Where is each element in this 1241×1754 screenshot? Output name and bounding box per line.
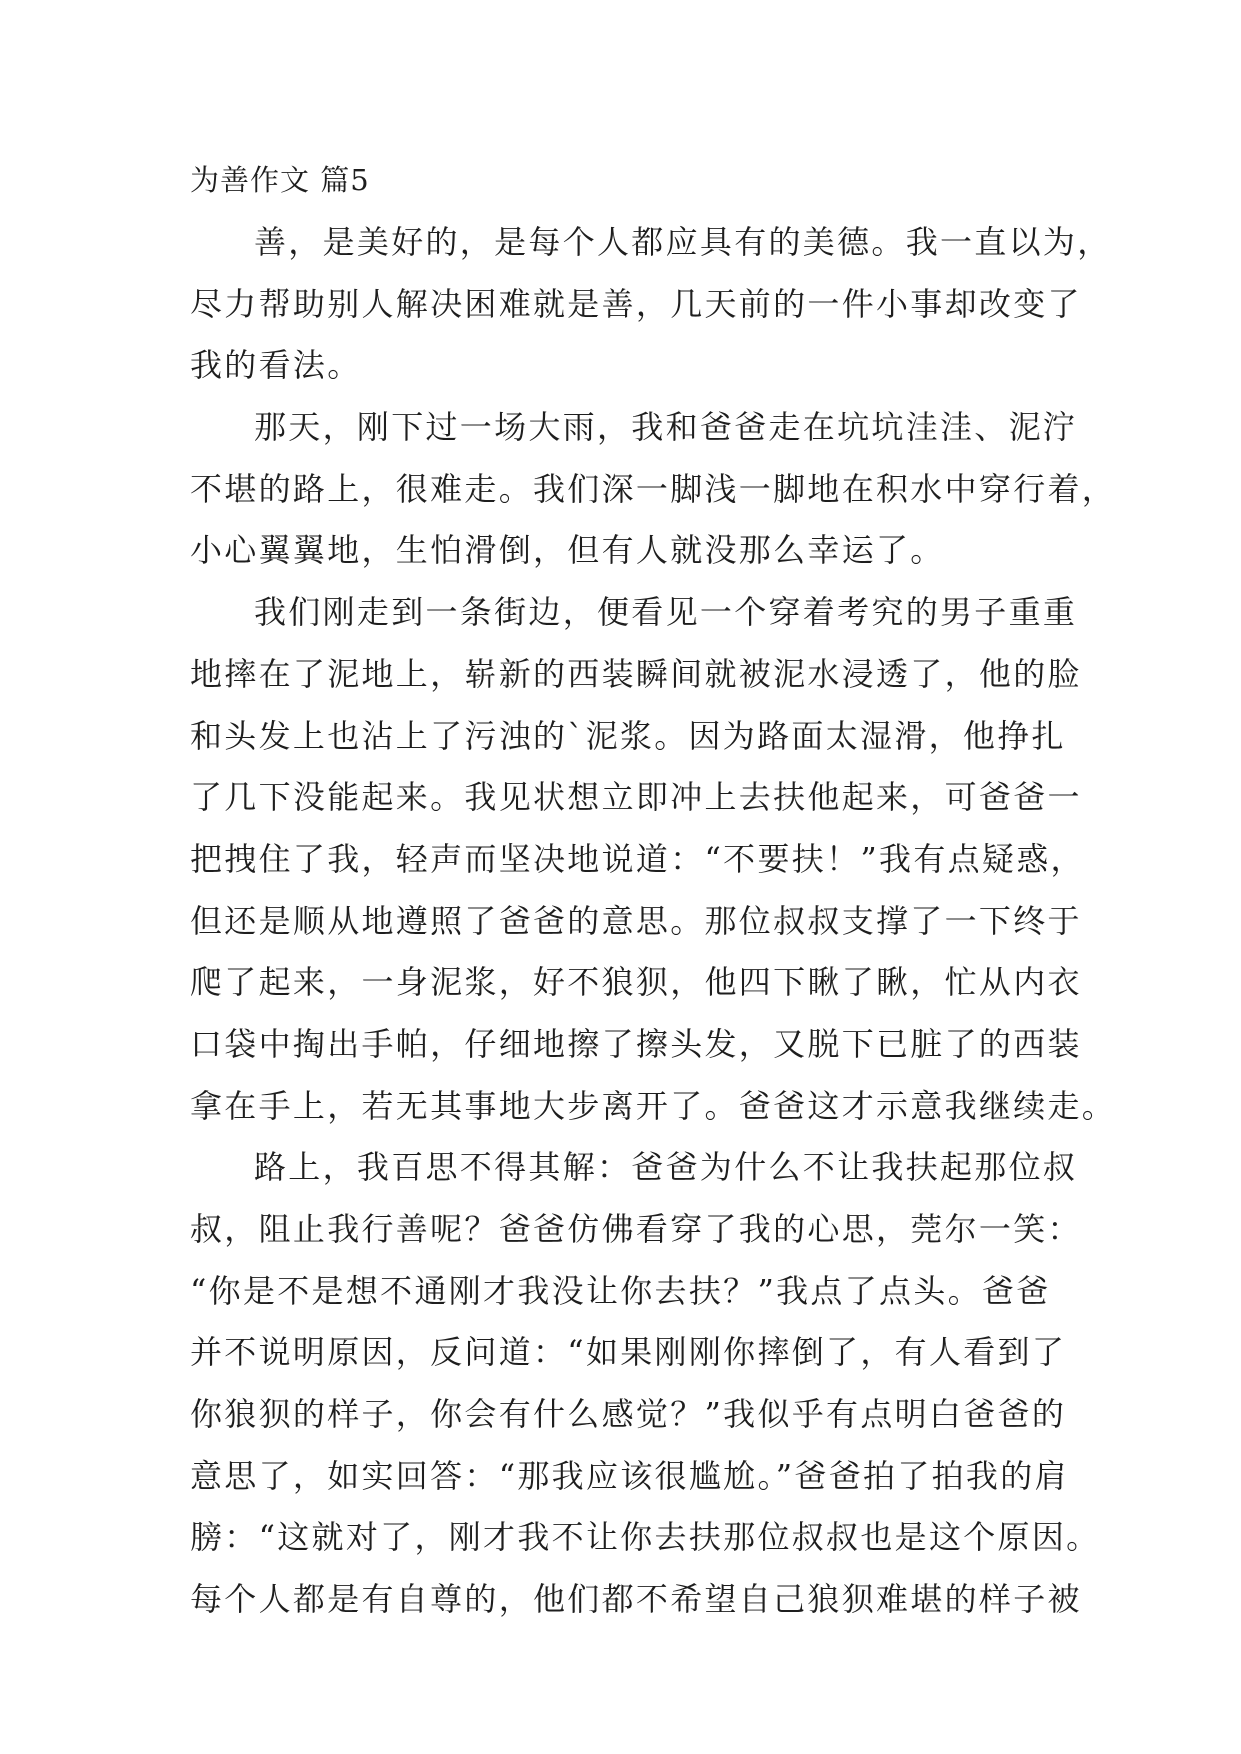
document-text [190,220,1117,1639]
text-line: 你狼狈的样子，你会有什么感觉？”我似乎有点明白爸爸的 [190,1395,1067,1434]
text-line: 小心翼翼地，生怕滑倒，但有人就没那么幸运了。 [190,531,945,570]
text-line: 那天，刚下过一场大雨，我和爸爸走在坑坑洼洼、泥泞 [254,408,1078,447]
text-line: 我们刚走到一条街边，便看见一个穿着考究的男子重重 [254,593,1078,632]
text-line: 尽力帮助别人解决困难就是善，几天前的一件小事却改变了 [190,284,1082,323]
text-line: 意思了，如实回答：“那我应该很尴尬。”爸爸拍了拍我的肩 [190,1456,1069,1495]
text-line: 把拽住了我，轻声而坚决地说道：“不要扶！”我有点疑惑， [190,839,1085,878]
text-line: 善，是美好的，是每个人都应具有的美德。我一直以为， [254,223,1112,261]
document-title: 为善作文 篇5 [190,163,370,197]
text-line: 不堪的路上，很难走。我们深一脚浅一脚地在积水中穿行着， [190,469,1117,508]
document-body [190,160,1117,1639]
text-line: 拿在手上，若无其事地大步离开了。爸爸这才示意我继续走。 [190,1086,1117,1125]
text-line: 每个人都是有自尊的，他们都不希望自己狼狈难堪的样子被 [190,1580,1082,1619]
text-line: 但还是顺从地遵照了爸爸的意思。那位叔叔支撑了一下终于 [190,901,1082,940]
text-line: 了几下没能起来。我见状想立即冲上去扶他起来，可爸爸一 [190,778,1082,817]
text-line: 路上，我百思不得其解：爸爸为什么不让我扶起那位叔 [254,1148,1078,1187]
text-line: 膀：“这就对了，刚才我不让你去扶那位叔叔也是这个原因。 [190,1518,1101,1557]
text-line: “你是不是想不通刚才我没让你去扶？”我点了点头。爸爸 [190,1271,1051,1310]
text-line: 叔，阻止我行善呢？爸爸仿佛看穿了我的心思，莞尔一笑： [190,1210,1082,1248]
text-line: 和头发上也沾上了污浊的`泥浆。因为路面太湿滑，他挣扎 [190,716,1066,755]
text-line: 口袋中掏出手帕，仔细地擦了擦头发，又脱下已脏了的西装 [190,1024,1082,1063]
text-line: 我的看法。 [190,346,362,385]
text-line: 并不说明原因，反问道：“如果刚刚你摔倒了，有人看到了 [190,1333,1067,1372]
text-line: 地摔在了泥地上，崭新的西装瞬间就被泥水浸透了，他的脸 [190,654,1082,693]
text-line: 爬了起来，一身泥浆，好不狼狈，他四下瞅了瞅，忙从内衣 [190,963,1082,1002]
